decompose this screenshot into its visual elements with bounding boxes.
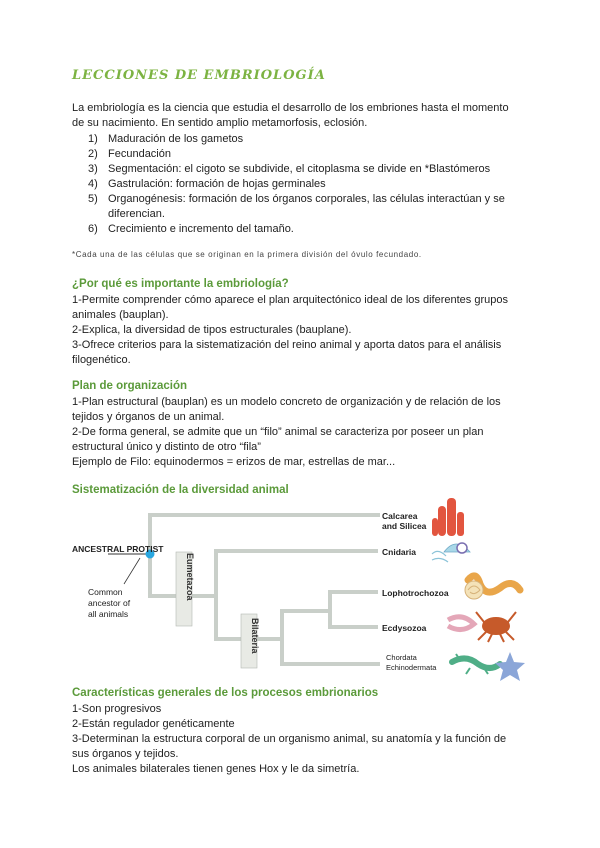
bilateria-label: Bilateria	[250, 618, 260, 654]
characteristics-paragraph: 1-Son progresivos 2-Están regulador genéticamente 3-Determinan la estructura corporal de un organismo animal, su anatomía y la función de sus órganos y tejidos. Los animales bilaterales tienen genes Hox y le da simetría.	[72, 703, 507, 775]
intro-line: La embriología es la ciencia que estudia el desarrollo de los embriones hasta el momento	[72, 102, 509, 114]
lizard-icon	[452, 654, 500, 674]
branch-lophotrochozoa	[330, 592, 378, 611]
crab-icon	[448, 612, 516, 642]
characteristics-heading: Características generales de los procesos embrionarios	[72, 687, 379, 699]
diversity-heading: Sistematización de la diversidad animal	[72, 484, 289, 496]
plan-paragraph: 1-Plan estructural (bauplan) es un modelo concreto de organización y de relación de los tejidos y órganos de un animal. 2-De forma general, se admite que un “filo” animal se caracteriza por poseer un plan estructural único y distinto de otro “fila” Ejemplo de Filo: equinodermos = erizos de mar, estrellas de mar...	[72, 396, 501, 468]
list-item: 3) Segmentación: el cigoto se subdivide, el citoplasma se divide en *Blastómeros	[88, 163, 491, 175]
sponge-icon	[432, 498, 464, 536]
list-item: 2) Fecundación	[88, 148, 171, 160]
branch-ecdysozoa	[330, 611, 378, 627]
importance-heading: ¿Por qué es importante la embriología?	[72, 278, 289, 290]
common-ancestor-label: Common ancestor of all animals	[88, 587, 131, 619]
cnidaria-label: Cnidaria	[382, 547, 417, 557]
ancestral-protist-label: ANCESTRAL PROTIST	[72, 544, 164, 554]
footnote: *Cada una de las células que se originan en la primera división del óvulo fecundado.	[72, 250, 422, 259]
list-item: 1) Maduración de los gametos	[88, 133, 244, 145]
jellyfish-icon	[432, 543, 470, 562]
common-ancestor-pointer	[124, 558, 140, 584]
list-item: 6) Crecimiento e incremento del tamaño.	[88, 223, 294, 235]
branch-deuterostomes	[282, 639, 380, 664]
intro-line: de su nacimiento. En sentido amplio metamorfosis, eclosión.	[72, 117, 368, 129]
branch-cnidaria	[216, 551, 378, 596]
list-item: 5) Organogénesis: formación de los órganos corporales, las células interactúan y se diferencian.	[88, 193, 505, 220]
branch-calcarea	[150, 515, 380, 554]
starfish-icon	[495, 652, 525, 681]
chordata-echinodermata-label: Chordata Echinodermata	[386, 653, 437, 672]
list-item: 4) Gastrulación: formación de hojas germinales	[88, 178, 326, 190]
importance-paragraph: 1-Permite comprender cómo aparece el plan arquitectónico ideal de los diferentes grupos animales (bauplan). 2-Explica, la diversidad de tipos estructurales (bauplane). 3-Ofrece criterios para la sistematización del reino animal y aporta datos para el análisis filogenético.	[72, 294, 508, 366]
worm-icon	[465, 576, 520, 599]
plan-heading: Plan de organización	[72, 380, 188, 392]
lophotrochozoa-label: Lophotrochozoa	[382, 588, 449, 598]
eumetazoa-label: Eumetazoa	[185, 553, 195, 601]
calcarea-label: Calcarea and Silicea	[382, 511, 427, 531]
ecdysozoa-label: Ecdysozoa	[382, 623, 427, 633]
branch-protostomes	[282, 611, 330, 639]
document-title: LECCIONES DE EMBRIOLOGÍA	[72, 68, 326, 83]
